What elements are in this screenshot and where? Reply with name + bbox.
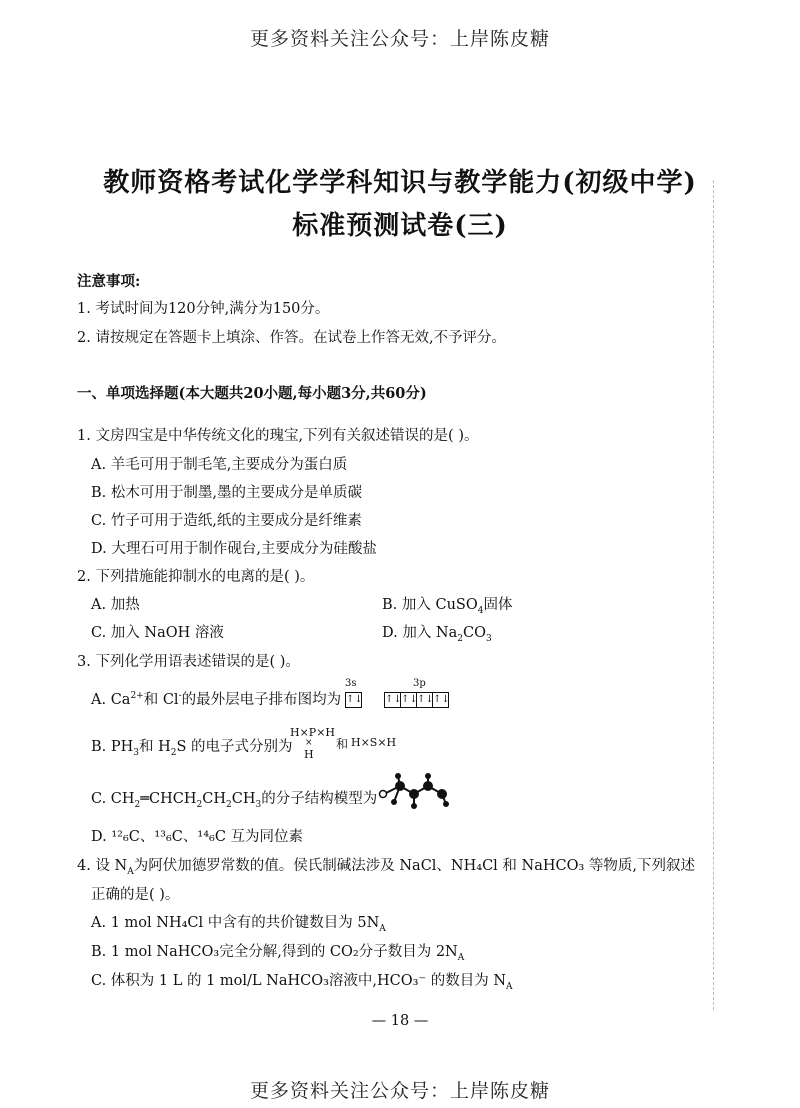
q1-option-b: B. 松木可用于制墨,墨的主要成分是单质碳 [91, 485, 362, 501]
q1-option-d: D. 大理石可用于制作砚台,主要成分为硅酸盐 [91, 541, 377, 557]
q4-option-a: A. 1 mol NH₄Cl 中含有的共价键数目为 $5N_A$ [91, 915, 386, 934]
page-number: — 18 — [371, 1013, 429, 1029]
exam-subtitle: 标准预测试卷(三) [292, 211, 508, 241]
q2-stem: 2. 下列措施能抑制水的电离的是( )。 [77, 569, 315, 585]
notice-item-2: 2. 请按规定在答题卡上填涂、作答。在试卷上作答无效,不予评分。 [77, 330, 507, 346]
q2-option-b: B. 加入 CuSO$_4$固体 [382, 597, 513, 616]
q3-stem: 3. 下列化学用语表述错误的是( )。 [77, 654, 300, 670]
q3-option-c: C. $CH_2═CHCH_2CH_2CH_3$的分子结构模型为 [91, 791, 378, 810]
q2-option-a: A. 加热 [91, 597, 140, 613]
q4-stem-line2: 正确的是( )。 [91, 887, 180, 903]
and-text: 和 [336, 737, 349, 751]
ph3-electron-formula-top: H×P×H [290, 726, 336, 739]
h2s-electron-formula: H×S×H [351, 736, 397, 749]
notice-item-1: 1. 考试时间为120分钟,满分为150分。 [77, 301, 330, 317]
notice-heading: 注意事项: [77, 273, 141, 290]
ph3-electron-formula-mid: × [305, 738, 313, 748]
q3-option-d: D. ¹²₆C、¹³₆C、¹⁴₆C 互为同位素 [91, 829, 304, 845]
header-banner: 更多资料关注公众号：上岸陈皮糖 [249, 28, 550, 50]
q3-option-a: A. $Ca^{2+}$和 Cl-的最外层电子排布图均为 [91, 691, 342, 708]
q4-option-c: C. 体积为 1 L 的 1 mol/L NaHCO₃溶液中,HCO₃⁻ 的数目为 $N_A$ [91, 973, 513, 992]
q1-option-c: C. 竹子可用于造纸,纸的主要成分是纤维素 [91, 513, 362, 529]
q2-option-c: C. 加入 NaOH 溶液 [91, 625, 224, 641]
section-heading: 一、单项选择题(本大题共20小题,每小题3分,共60分) [77, 385, 427, 402]
exam-title: 教师资格考试化学学科知识与教学能力(初级中学) [103, 168, 697, 198]
orbital-3s-box: ↑↓ [345, 692, 362, 708]
q4-option-b: B. 1 mol NaHCO₃完全分解,得到的 CO₂分子数目为 $2N_A$ [91, 944, 465, 963]
ph3-electron-formula-bottom: H [304, 748, 314, 761]
q3-option-b: B. $PH_3$和 $H_2S$ 的电子式分别为 [91, 739, 293, 758]
q1-stem: 1. 文房四宝是中华传统文化的瑰宝,下列有关叙述错误的是( )。 [77, 428, 479, 444]
q1-option-a: A. 羊毛可用于制毛笔,主要成分为蛋白质 [91, 457, 348, 473]
footer-banner: 更多资料关注公众号：上岸陈皮糖 [249, 1080, 550, 1102]
q2-option-d: D. 加入 $Na_2CO_3$ [382, 625, 492, 644]
orbital-3p-label: 3p [413, 678, 426, 689]
margin-rule [713, 180, 714, 1010]
orbital-3s-label: 3s [345, 678, 357, 689]
orbital-3p-box: ↑↓↑↓↑↓↑↓ [384, 692, 449, 708]
q4-stem-line1: 4. 设 $N_A$为阿伏加德罗常数的值。侯氏制碱法涉及 NaCl、NH₄Cl 和 NaHCO₃ 等物质,下列叙述 [77, 858, 696, 877]
molecule-ball-stick-model [376, 772, 450, 812]
